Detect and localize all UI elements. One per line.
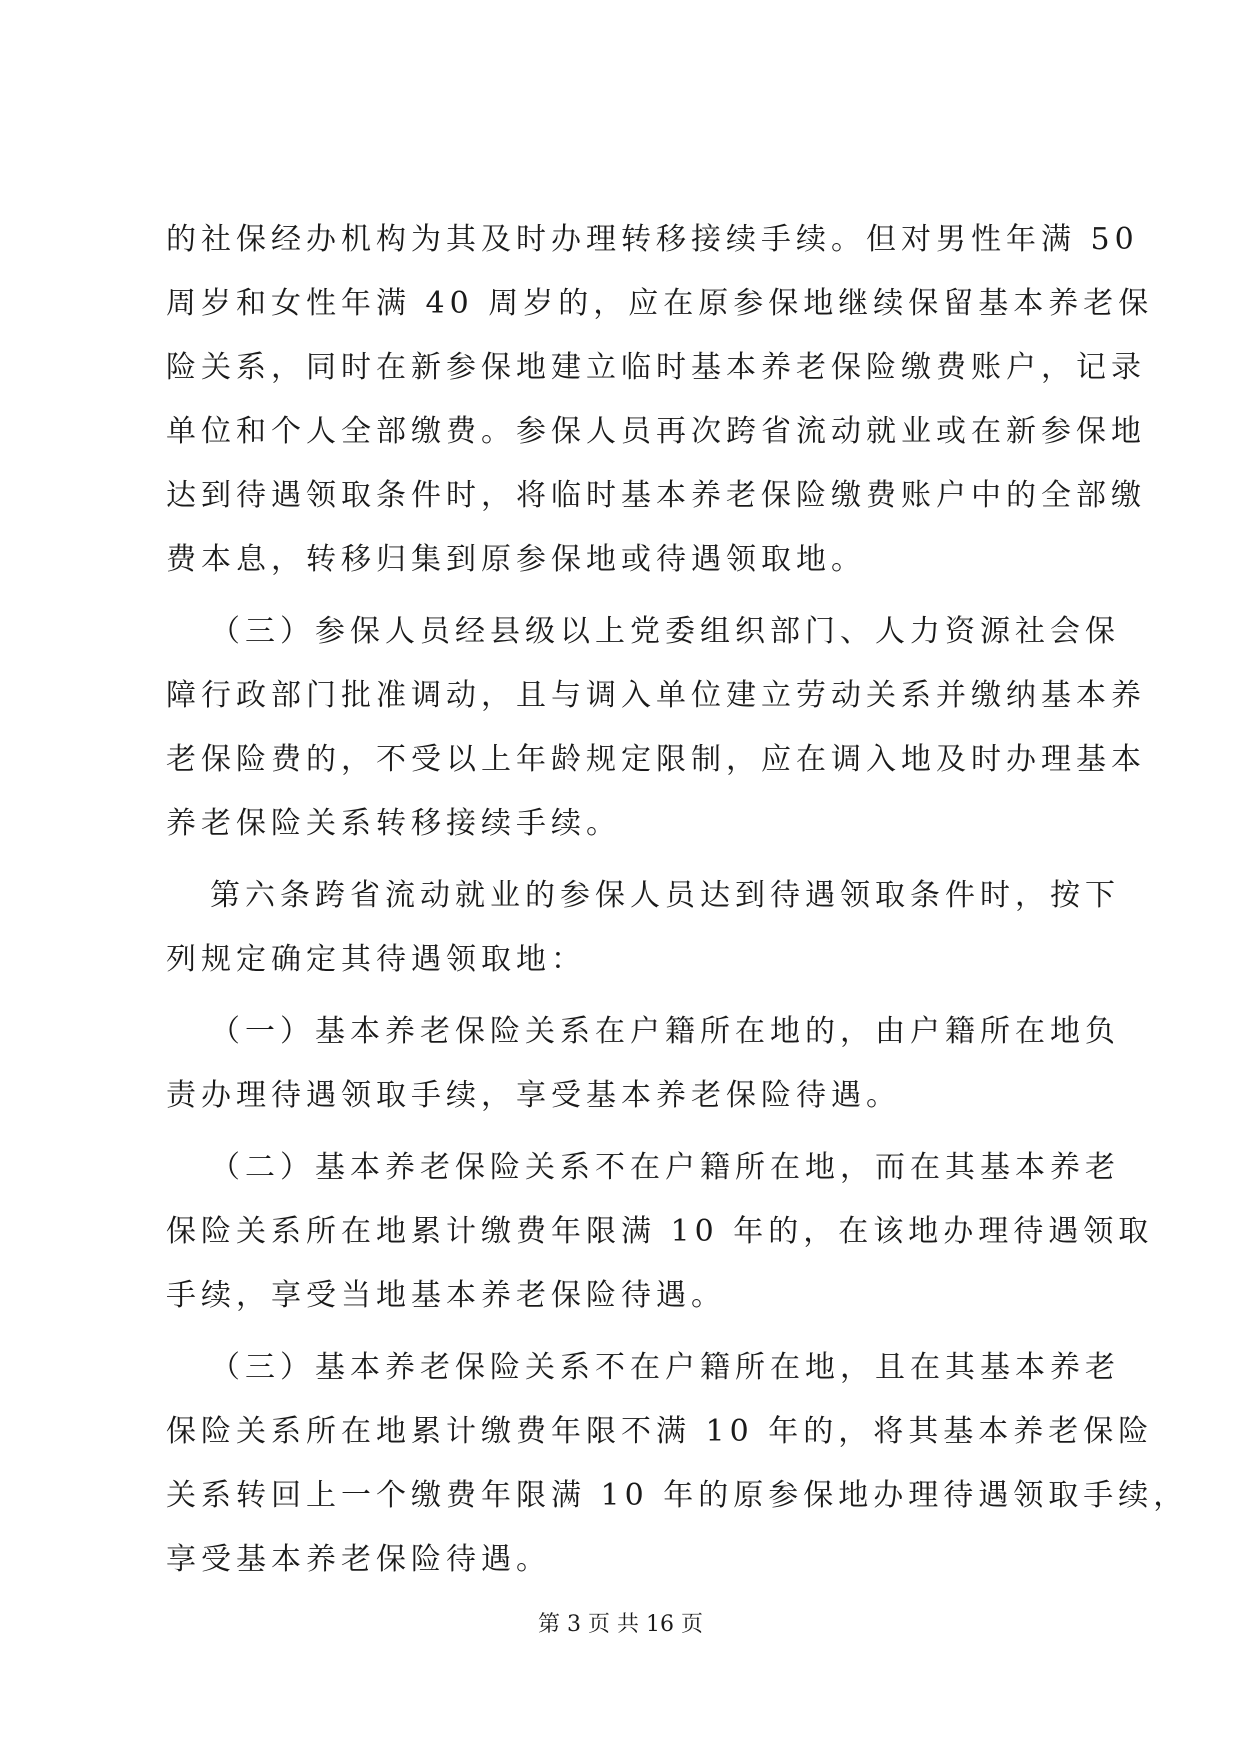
text-line: 障行政部门批准调动，且与调入单位建立劳动关系并缴纳基本养 [166,678,1146,713]
text-line: 保险关系所在地累计缴费年限不满 10 年的，将其基本养老保险 [166,1414,1154,1449]
text-line: 的社保经办机构为其及时办理转移接续手续。但对男性年满 50 [166,222,1139,257]
text-line: 费本息，转移归集到原参保地或待遇领取地。 [166,542,866,577]
paragraph-first-line: （三）参保人员经县级以上党委组织部门、人力资源社会保 [210,614,1120,649]
text-line: 关系转回上一个缴费年限满 10 年的原参保地办理待遇领取手续， [166,1478,1189,1513]
paragraph-first-line: 第六条跨省流动就业的参保人员达到待遇领取条件时，按下 [210,878,1120,913]
text-line: 享受基本养老保险待遇。 [166,1542,551,1577]
text-line: 老保险费的，不受以上年龄规定限制，应在调入地及时办理基本 [166,742,1146,777]
text-line: 列规定确定其待遇领取地： [166,942,586,977]
text-line: 责办理待遇领取手续，享受基本养老保险待遇。 [166,1078,901,1113]
text-line: 单位和个人全部缴费。参保人员再次跨省流动就业或在新参保地 [166,414,1146,449]
text-line: 养老保险关系转移接续手续。 [166,806,621,841]
paragraph-first-line: （一）基本养老保险关系在户籍所在地的，由户籍所在地负 [210,1014,1120,1049]
text-line: 保险关系所在地累计缴费年限满 10 年的，在该地办理待遇领取 [166,1214,1154,1249]
text-line: 周岁和女性年满 40 周岁的，应在原参保地继续保留基本养老保 [166,286,1154,321]
document-body [166,208,1189,1592]
paragraph-first-line: （三）基本养老保险关系不在户籍所在地，且在其基本养老 [210,1350,1120,1385]
paragraph-first-line: （二）基本养老保险关系不在户籍所在地，而在其基本养老 [210,1150,1120,1185]
text-line: 险关系，同时在新参保地建立临时基本养老保险缴费账户，记录 [166,350,1146,385]
page-footer: 第 3 页 共 16 页 [538,1612,703,1637]
text-line: 达到待遇领取条件时，将临时基本养老保险缴费账户中的全部缴 [166,478,1146,513]
text-line: 手续，享受当地基本养老保险待遇。 [166,1278,726,1313]
